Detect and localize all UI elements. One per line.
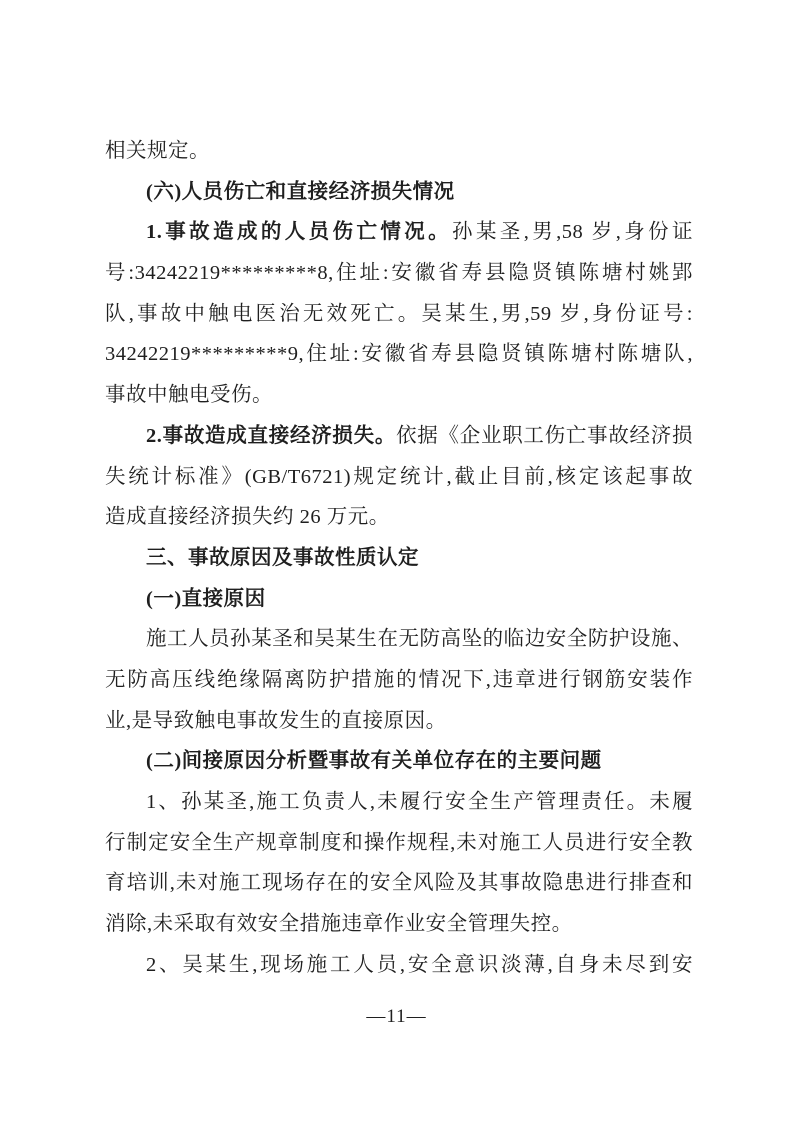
heading-line: (一)直接原因 <box>146 587 266 610</box>
bold-lead-in: 1.事故造成的人员伤亡情况。 <box>146 221 453 244</box>
heading-line: (六)人员伤亡和直接经济损失情况 <box>146 180 455 203</box>
text-line: 队,事故中触电医治无效死亡。吴某生,男,59 岁,身份证号: <box>105 302 693 325</box>
text-line: 2.事故造成直接经济损失。依据《企业职工伤亡事故经济损 <box>146 424 693 447</box>
text-line: 造成直接经济损失约 26 万元。 <box>105 506 390 529</box>
text-line: 消除,未采取有效安全措施违章作业安全管理失控。 <box>105 913 573 936</box>
text-line: 号:34242219*********8,住址:安徽省寿县隐贤镇陈塘村姚郢 <box>105 262 693 285</box>
text-line: 业,是导致触电事故发生的直接原因。 <box>105 709 447 732</box>
text-line: 34242219*********9,住址:安徽省寿县隐贤镇陈塘村陈塘队, <box>105 343 693 366</box>
heading-line: (二)间接原因分析暨事故有关单位存在的主要问题 <box>146 750 602 773</box>
text-line: 2、吴某生,现场施工人员,安全意识淡薄,自身未尽到安 <box>146 953 693 976</box>
text-line: 相关规定。 <box>105 140 210 162</box>
bold-lead-in: 2.事故造成直接经济损失。 <box>146 424 397 447</box>
text-line: 失统计标准》(GB/T6721)规定统计,截止目前,核定该起事故 <box>105 465 693 488</box>
text-line: 事故中触电受伤。 <box>105 384 273 407</box>
text-line: 1、孙某圣,施工负责人,未履行安全生产管理责任。未履 <box>146 791 693 813</box>
text-line: 行制定安全生产规章制度和操作规程,未对施工人员进行安全教 <box>105 831 693 854</box>
heading-line: 三、事故原因及事故性质认定 <box>146 546 419 569</box>
text-line: 育培训,未对施工现场存在的安全风险及其事故隐患进行排查和 <box>105 872 693 895</box>
text-line: 无防高压线绝缘隔离防护措施的情况下,违章进行钢筋安装作 <box>105 668 693 691</box>
text-line: 1.事故造成的人员伤亡情况。孙某圣,男,58 岁,身份证 <box>146 221 693 244</box>
text-line: 施工人员孙某圣和吴某生在无防高坠的临边安全防护设施、 <box>146 628 693 651</box>
document-content <box>105 131 693 985</box>
page-number: —11— <box>366 1006 427 1027</box>
